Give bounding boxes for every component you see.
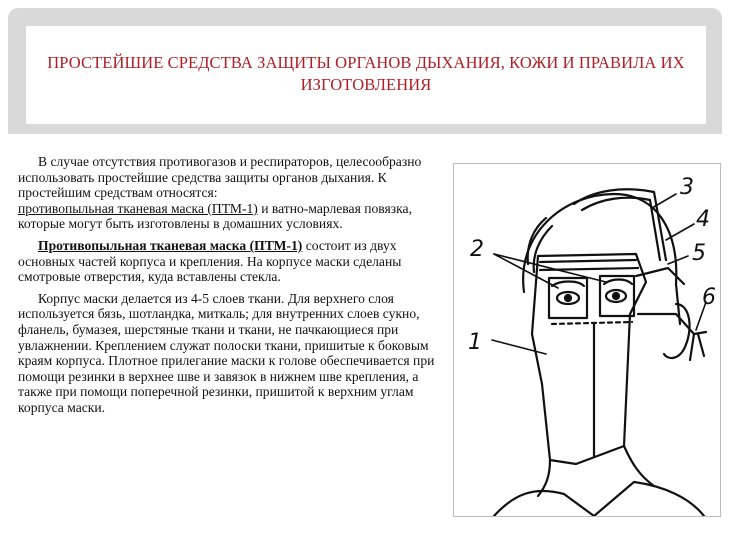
p1-rest: и ватно-марлевая повязка, которые могут быть изготовлены в домашних условиях. [18,200,412,232]
paragraph-3: Корпус маски делается из 4-5 слоев ткани. Для верхнего слоя используется бязь, шотландка, миткаль; для внутренних слоев сукно, фланель, бумазея, шерстяные ткани и ткани, не пачкающиеся при увлажнении. Креплением служат полоски ткани, пришитые к боковым краям корпуса. Плотное прилегание маски к голове обеспечивается при помощи резинки в верхнее шве и завязок в нижнем шве крепления, а также при помощи поперечной резинки, пришитой к верхним углам корпуса маски. [18,290,435,415]
callout-6: 6 [702,285,716,310]
p2-bold-term: Противопыльная тканевая маска (ПТМ-1) [38,237,303,253]
slide-title: ПРОСТЕЙШИЕ СРЕДСТВА ЗАЩИТЫ ОРГАНОВ ДЫХАНИЯ, КОЖИ И ПРАВИЛА ИХ ИЗГОТОВЛЕНИЯ [47,53,685,94]
slide-text [18,154,454,416]
callout-2: 2 [470,237,484,262]
callout-5: 5 [692,241,706,266]
collar [494,491,594,516]
p2-rest: состоит из двух основных частей корпуса и крепления. На корпусе маски сделаны смотровые отверстия, куда вставлены стекла. [18,237,402,285]
mask-illustration [453,163,721,517]
paragraph-1 [18,154,454,232]
head-outline [523,194,680,324]
ear-outline [664,304,690,358]
mask-drawing [454,164,720,516]
title-box [26,26,706,124]
p1-text: В случае отсутствия противогазов и респираторов, целесообразно использовать простейшие средства защиты органов дыхания. К простейшим средствам относятся: [18,154,422,201]
callout-1: 1 [468,330,482,355]
p1-underlined-term: противопыльная тканевая маска (ПТМ-1) [18,200,258,216]
callout-4: 4 [696,207,710,232]
paragraph-2 [18,238,454,285]
head-strap [574,189,666,260]
callout-3: 3 [680,175,694,200]
